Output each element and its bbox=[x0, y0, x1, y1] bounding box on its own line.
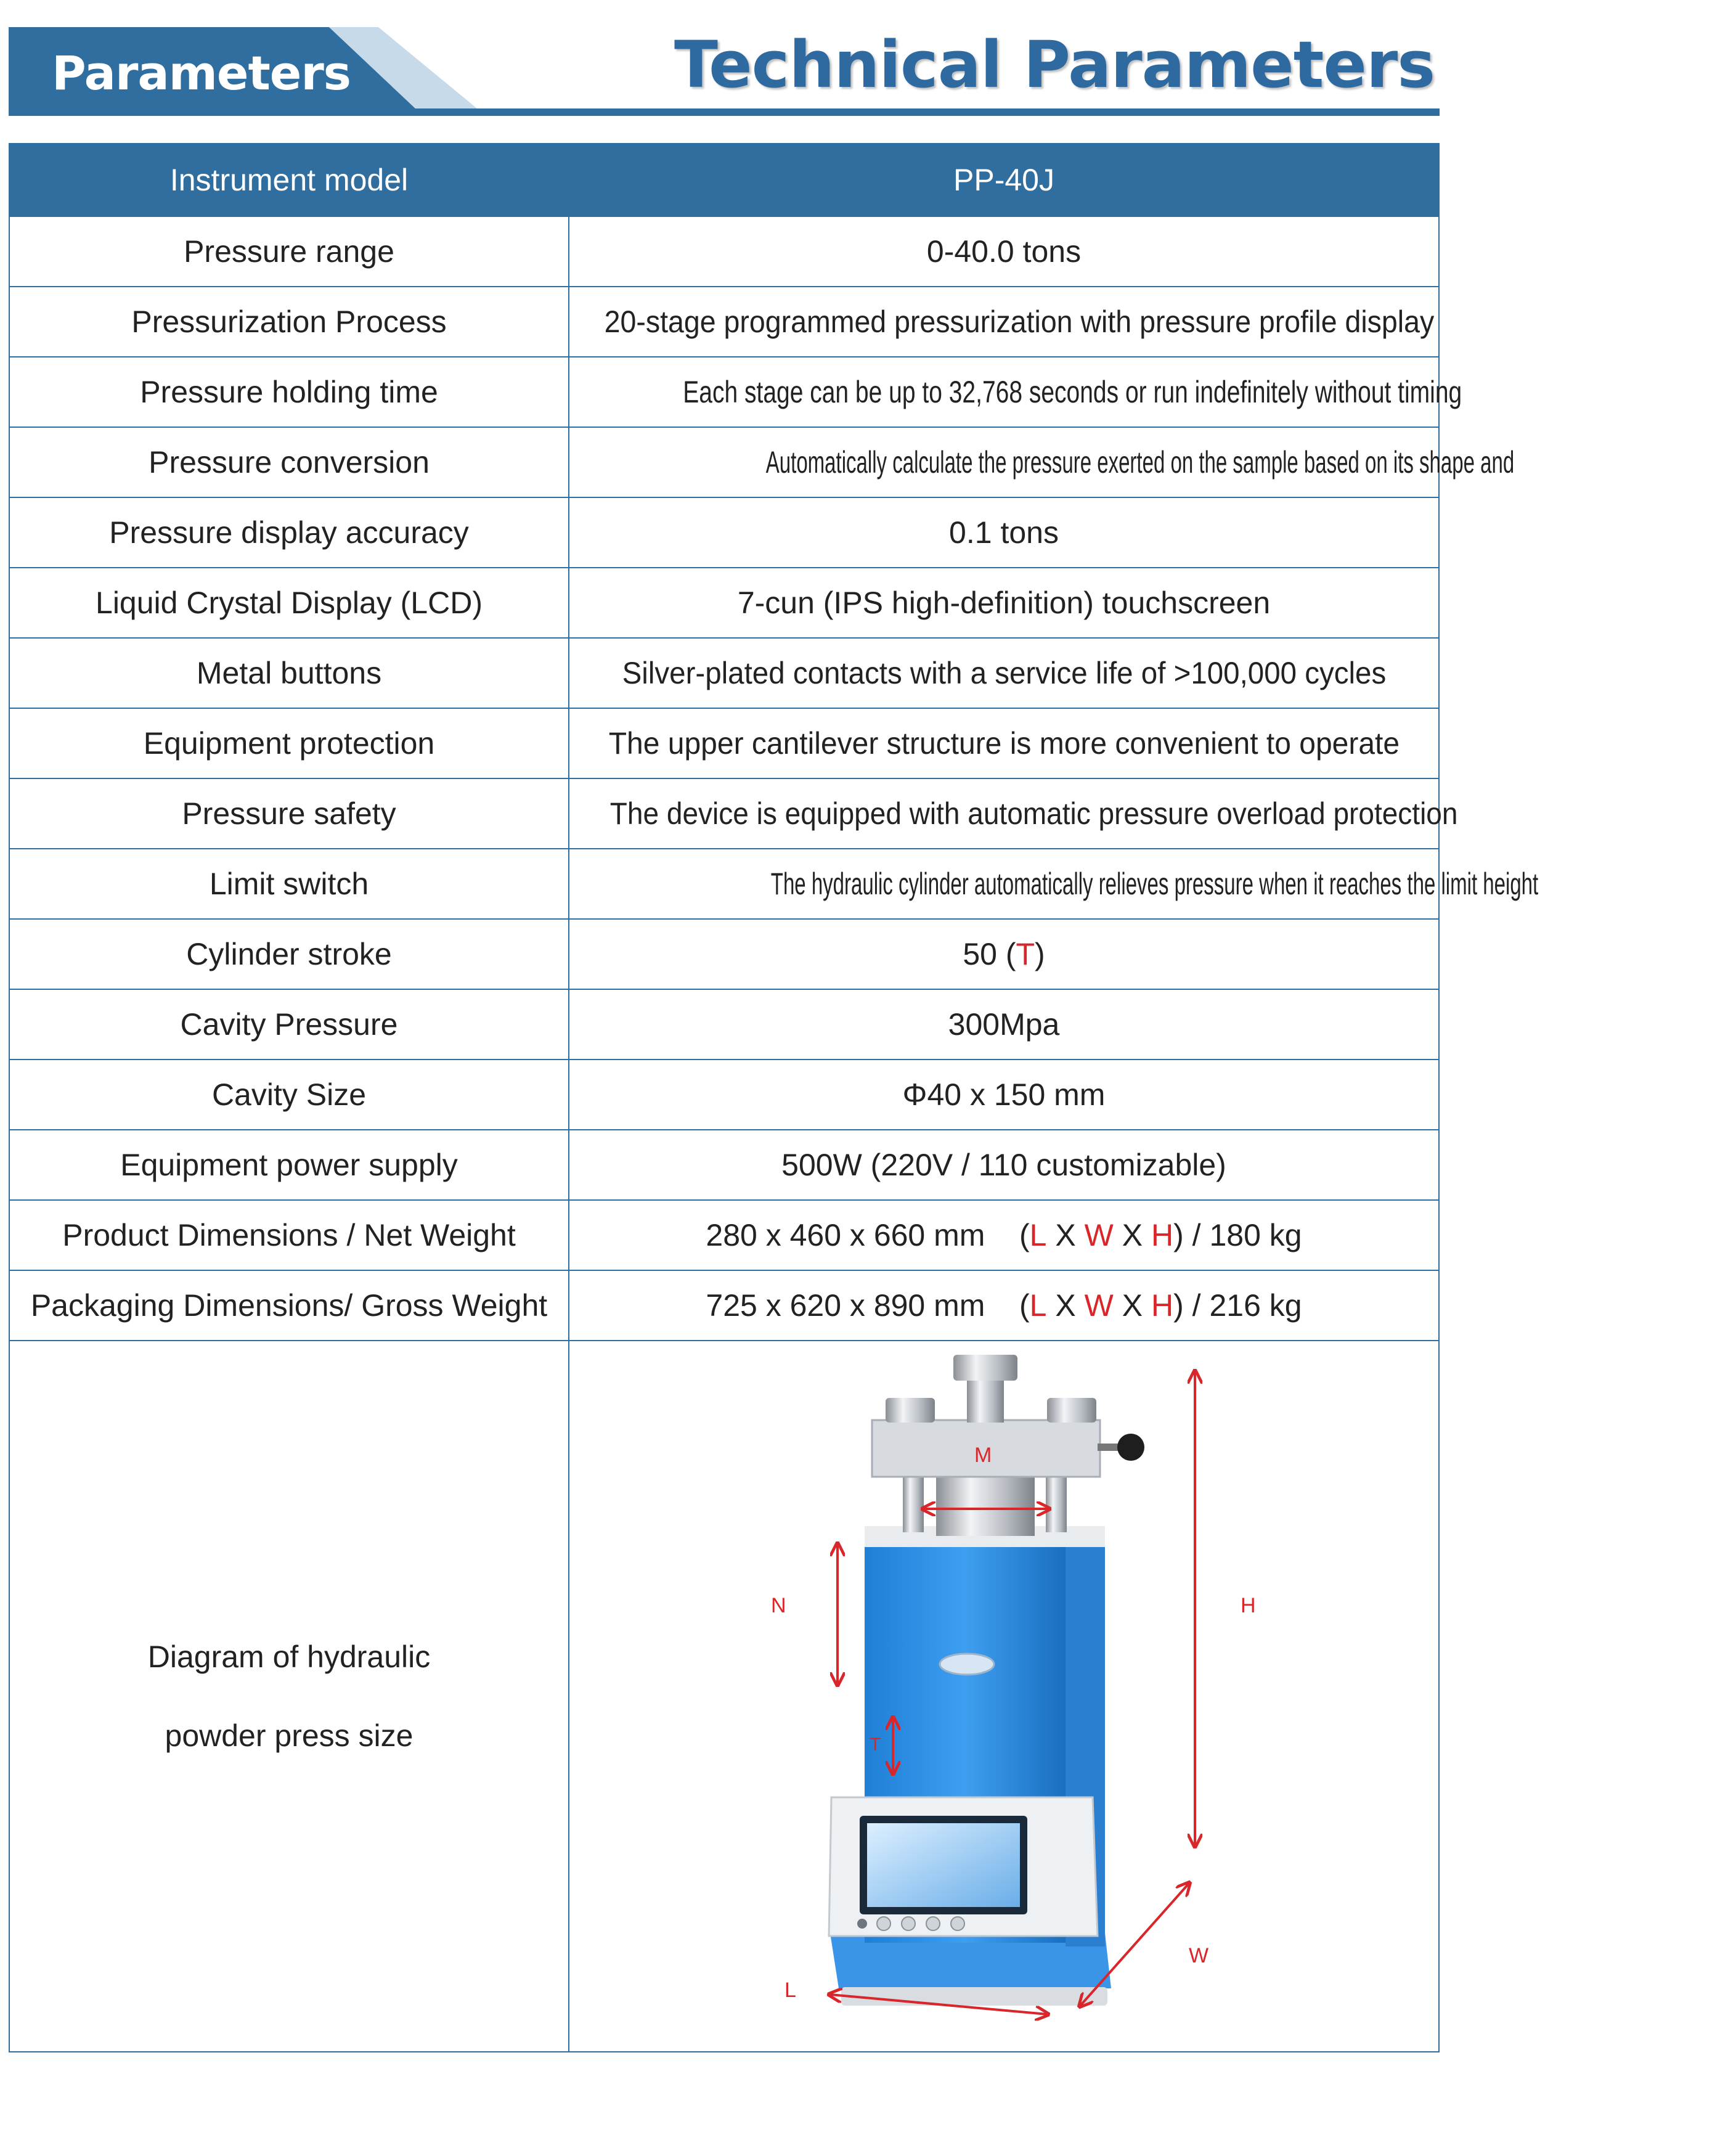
param-value: 0-40.0 tons bbox=[569, 216, 1439, 287]
dim-letter-x: X bbox=[1122, 1288, 1143, 1323]
table-row bbox=[9, 1270, 1439, 1341]
dim-label-l: L bbox=[784, 1979, 796, 2002]
table-row bbox=[9, 568, 1439, 638]
param-value bbox=[569, 357, 1462, 427]
dimensions-value: 280 x 460 x 660 mm bbox=[706, 1218, 985, 1252]
button-icon bbox=[951, 1917, 964, 1930]
table-row bbox=[9, 1200, 1439, 1270]
param-value-text: The upper cantilever structure is more convenient to operate bbox=[608, 726, 1400, 761]
param-value bbox=[569, 849, 1539, 919]
dimensions-value: 725 x 620 x 890 mm bbox=[706, 1288, 985, 1323]
param-name: Limit switch bbox=[9, 849, 569, 919]
param-value: 280 x 460 x 660 mm (L X W X H) / 180 kg bbox=[569, 1200, 1439, 1270]
header-divider bbox=[9, 108, 1440, 116]
dim-label-n: N bbox=[771, 1594, 786, 1617]
param-name: Pressure conversion bbox=[9, 427, 569, 497]
knob-icon bbox=[857, 1919, 867, 1929]
param-value-text: Automatically calculate the pressure exerted on the sample based on its shape and bbox=[765, 445, 1515, 480]
param-value: 300Mpa bbox=[569, 989, 1439, 1060]
cylinder bbox=[936, 1477, 1035, 1536]
param-value: 725 x 620 x 890 mm (L X W X H) / 216 kg bbox=[569, 1270, 1439, 1341]
param-value-text: The hydraulic cylinder automatically relieves pressure when it reaches the limit height bbox=[770, 867, 1539, 901]
param-name: Cavity Pressure bbox=[9, 989, 569, 1060]
table-row bbox=[9, 849, 1439, 919]
weight-value: / 180 kg bbox=[1192, 1218, 1302, 1252]
dim-letter-x: X bbox=[1055, 1218, 1076, 1252]
param-value bbox=[569, 287, 1439, 357]
diagram-cell bbox=[569, 1341, 1439, 2052]
param-name: Cylinder stroke bbox=[9, 919, 569, 989]
dim-label-w: W bbox=[1189, 1944, 1209, 1967]
param-name: Pressure display accuracy bbox=[9, 497, 569, 568]
diagram-label-line-2: powder press size bbox=[165, 1718, 414, 1753]
param-name: Pressure holding time bbox=[9, 357, 569, 427]
left-column bbox=[903, 1471, 924, 1532]
param-value-text: Each stage can be up to 32,768 seconds or run indefinitely without timing bbox=[683, 375, 1462, 409]
table-row bbox=[9, 497, 1439, 568]
dim-label-m: M bbox=[974, 1444, 992, 1467]
param-name: Equipment power supply bbox=[9, 1130, 569, 1200]
param-name: Pressure range bbox=[9, 216, 569, 287]
machine-foot bbox=[841, 1987, 1107, 2006]
param-value bbox=[569, 919, 1439, 989]
screw bbox=[967, 1378, 1004, 1423]
dim-letter-h: H bbox=[1151, 1218, 1174, 1252]
button-icon bbox=[902, 1917, 915, 1930]
table-row bbox=[9, 989, 1439, 1060]
dim-letter-h: H bbox=[1151, 1288, 1174, 1323]
table-row bbox=[9, 216, 1439, 287]
dim-letter-w: W bbox=[1084, 1218, 1114, 1252]
param-name: Pressure safety bbox=[9, 778, 569, 849]
handle-knob-icon bbox=[1117, 1434, 1144, 1461]
param-name: Equipment protection bbox=[9, 708, 569, 778]
touchscreen-display bbox=[867, 1823, 1020, 1907]
column-header-param: Instrument model bbox=[9, 144, 569, 216]
param-value-text: The device is equipped with automatic pressure overload protection bbox=[609, 796, 1458, 831]
param-value bbox=[569, 427, 1515, 497]
param-name: Cavity Size bbox=[9, 1060, 569, 1130]
param-value: 500W (220V / 110 customizable) bbox=[569, 1130, 1439, 1200]
param-value bbox=[569, 708, 1439, 778]
stroke-value: 50 ( bbox=[963, 937, 1016, 971]
table-row bbox=[9, 287, 1439, 357]
param-value-text: 20-stage programmed pressurization with pressure profile display bbox=[604, 304, 1435, 339]
diagram-label bbox=[9, 1341, 569, 2052]
press-diagram bbox=[573, 1341, 1435, 2051]
diagram-label-line-1: Diagram of hydraulic bbox=[147, 1640, 431, 1674]
weight-value: / 216 kg bbox=[1192, 1288, 1302, 1323]
param-value bbox=[569, 778, 1458, 849]
page-title: Technical Parameters bbox=[674, 27, 1435, 102]
parameters-table bbox=[9, 143, 1539, 2052]
section-tab-label: Parameters bbox=[52, 46, 351, 100]
button-icon bbox=[877, 1917, 890, 1930]
stroke-close: ) bbox=[1035, 937, 1045, 971]
button-icon bbox=[926, 1917, 940, 1930]
table-row bbox=[9, 638, 1439, 708]
dim-letter-w: W bbox=[1084, 1288, 1114, 1323]
param-value: 7-cun (IPS high-definition) touchscreen bbox=[569, 568, 1439, 638]
dim-label-h: H bbox=[1241, 1594, 1256, 1617]
left-nut bbox=[886, 1398, 935, 1423]
param-value-text: Silver-plated contacts with a service life of >100,000 cycles bbox=[622, 656, 1386, 690]
right-column bbox=[1046, 1471, 1067, 1532]
table-row bbox=[9, 708, 1439, 778]
param-name: Liquid Crystal Display (LCD) bbox=[9, 568, 569, 638]
table-row bbox=[9, 1130, 1439, 1200]
dim-letter-l: L bbox=[1029, 1218, 1047, 1252]
dim-letter-x: X bbox=[1122, 1218, 1143, 1252]
section-tab bbox=[9, 27, 477, 117]
table-header-row bbox=[9, 144, 1439, 216]
param-name: Packaging Dimensions/ Gross Weight bbox=[9, 1270, 569, 1341]
screw-handle bbox=[953, 1355, 1017, 1381]
param-name: Pressurization Process bbox=[9, 287, 569, 357]
param-value: Φ40 x 150 mm bbox=[569, 1060, 1439, 1130]
dim-letter-l: L bbox=[1029, 1288, 1047, 1323]
table-row bbox=[9, 1060, 1439, 1130]
param-value: 0.1 tons bbox=[569, 497, 1439, 568]
table-row bbox=[9, 427, 1439, 497]
param-name: Metal buttons bbox=[9, 638, 569, 708]
dim-label-t: T bbox=[870, 1734, 881, 1755]
page-header bbox=[9, 27, 1440, 117]
param-value bbox=[569, 638, 1439, 708]
table-row bbox=[9, 778, 1439, 849]
stroke-mark: T bbox=[1016, 937, 1035, 971]
param-name: Product Dimensions / Net Weight bbox=[9, 1200, 569, 1270]
column-header-model: PP-40J bbox=[569, 144, 1439, 216]
window-icon bbox=[940, 1654, 994, 1675]
table-row bbox=[9, 357, 1439, 427]
diagram-row bbox=[9, 1341, 1439, 2052]
dim-letter-x: X bbox=[1055, 1288, 1076, 1323]
table-row bbox=[9, 919, 1439, 989]
right-nut bbox=[1047, 1398, 1096, 1423]
